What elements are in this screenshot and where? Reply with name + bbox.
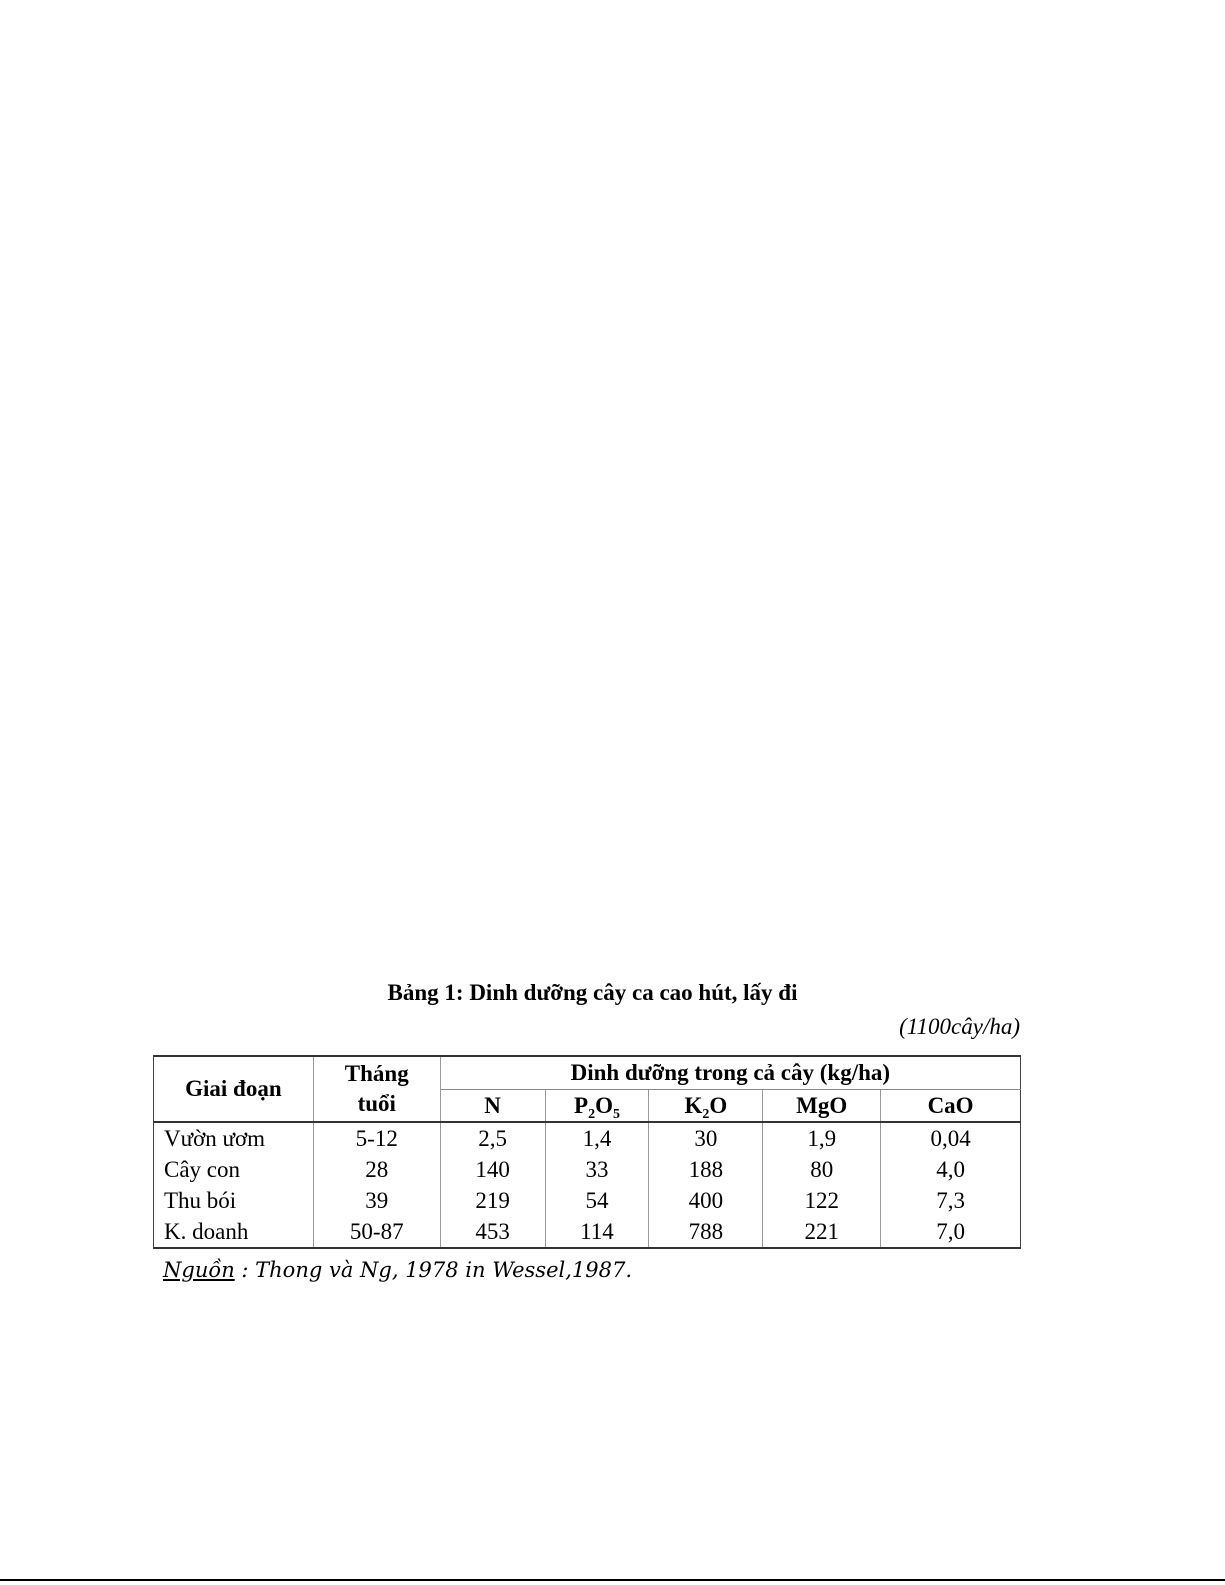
source-text: : Thong và Ng, 1978 in Wessel,1987. — [234, 1258, 633, 1282]
header-stage: Giai đoạn — [154, 1056, 314, 1122]
cell-k2o: 30 — [649, 1122, 763, 1154]
source-note — [163, 1258, 632, 1282]
table-row — [154, 1154, 1021, 1185]
cell-cao: 7,0 — [881, 1216, 1021, 1248]
header-age — [313, 1056, 440, 1122]
cell-cao: 0,04 — [881, 1122, 1021, 1154]
header-k2o: $K_2O$ — [649, 1090, 763, 1123]
cell-age: 5-12 — [313, 1122, 440, 1154]
nutrient-table — [153, 1055, 1021, 1249]
unit-note: (1100cây/ha) — [899, 1014, 1020, 1039]
cell-mgo: 122 — [763, 1185, 881, 1216]
cell-p2o5: 114 — [545, 1216, 649, 1248]
cell-n: 140 — [440, 1154, 545, 1185]
cell-k2o: 788 — [649, 1216, 763, 1248]
cell-age: 50-87 — [313, 1216, 440, 1248]
header-n: N — [440, 1090, 545, 1123]
cell-n: 2,5 — [440, 1122, 545, 1154]
cell-n: 219 — [440, 1185, 545, 1216]
table-title: Bảng 1: Dinh dưỡng cây ca cao hút, lấy đi — [387, 980, 798, 1005]
header-cao: CaO — [881, 1090, 1021, 1123]
cell-p2o5: 54 — [545, 1185, 649, 1216]
cell-n: 453 — [440, 1216, 545, 1248]
header-nutrient-group: Dinh dưỡng trong cả cây (kg/ha) — [440, 1056, 1020, 1090]
cell-k2o: 400 — [649, 1185, 763, 1216]
cell-mgo: 80 — [763, 1154, 881, 1185]
cell-mgo: 221 — [763, 1216, 881, 1248]
cell-cao: 4,0 — [881, 1154, 1021, 1185]
table-row — [154, 1122, 1021, 1154]
cell-p2o5: 1,4 — [545, 1122, 649, 1154]
header-mgo: MgO — [763, 1090, 881, 1123]
table-row — [154, 1185, 1021, 1216]
cell-cao: 7,3 — [881, 1185, 1021, 1216]
cell-mgo: 1,9 — [763, 1122, 881, 1154]
cell-age: 39 — [313, 1185, 440, 1216]
cell-k2o: 188 — [649, 1154, 763, 1185]
cell-stage: K. doanh — [154, 1216, 314, 1248]
cell-stage: Thu bói — [154, 1185, 314, 1216]
header-p2o5: $P_2O_5$ — [545, 1090, 649, 1123]
source-label: Nguồn — [163, 1258, 235, 1282]
cell-stage: Cây con — [154, 1154, 314, 1185]
header-age-text: Tháng tuổi — [344, 1061, 409, 1116]
table-row — [154, 1216, 1021, 1248]
cell-stage: Vườn ươm — [154, 1122, 314, 1154]
page-bottom-rule — [0, 1579, 1225, 1581]
cell-p2o5: 33 — [545, 1154, 649, 1185]
cell-age: 28 — [313, 1154, 440, 1185]
